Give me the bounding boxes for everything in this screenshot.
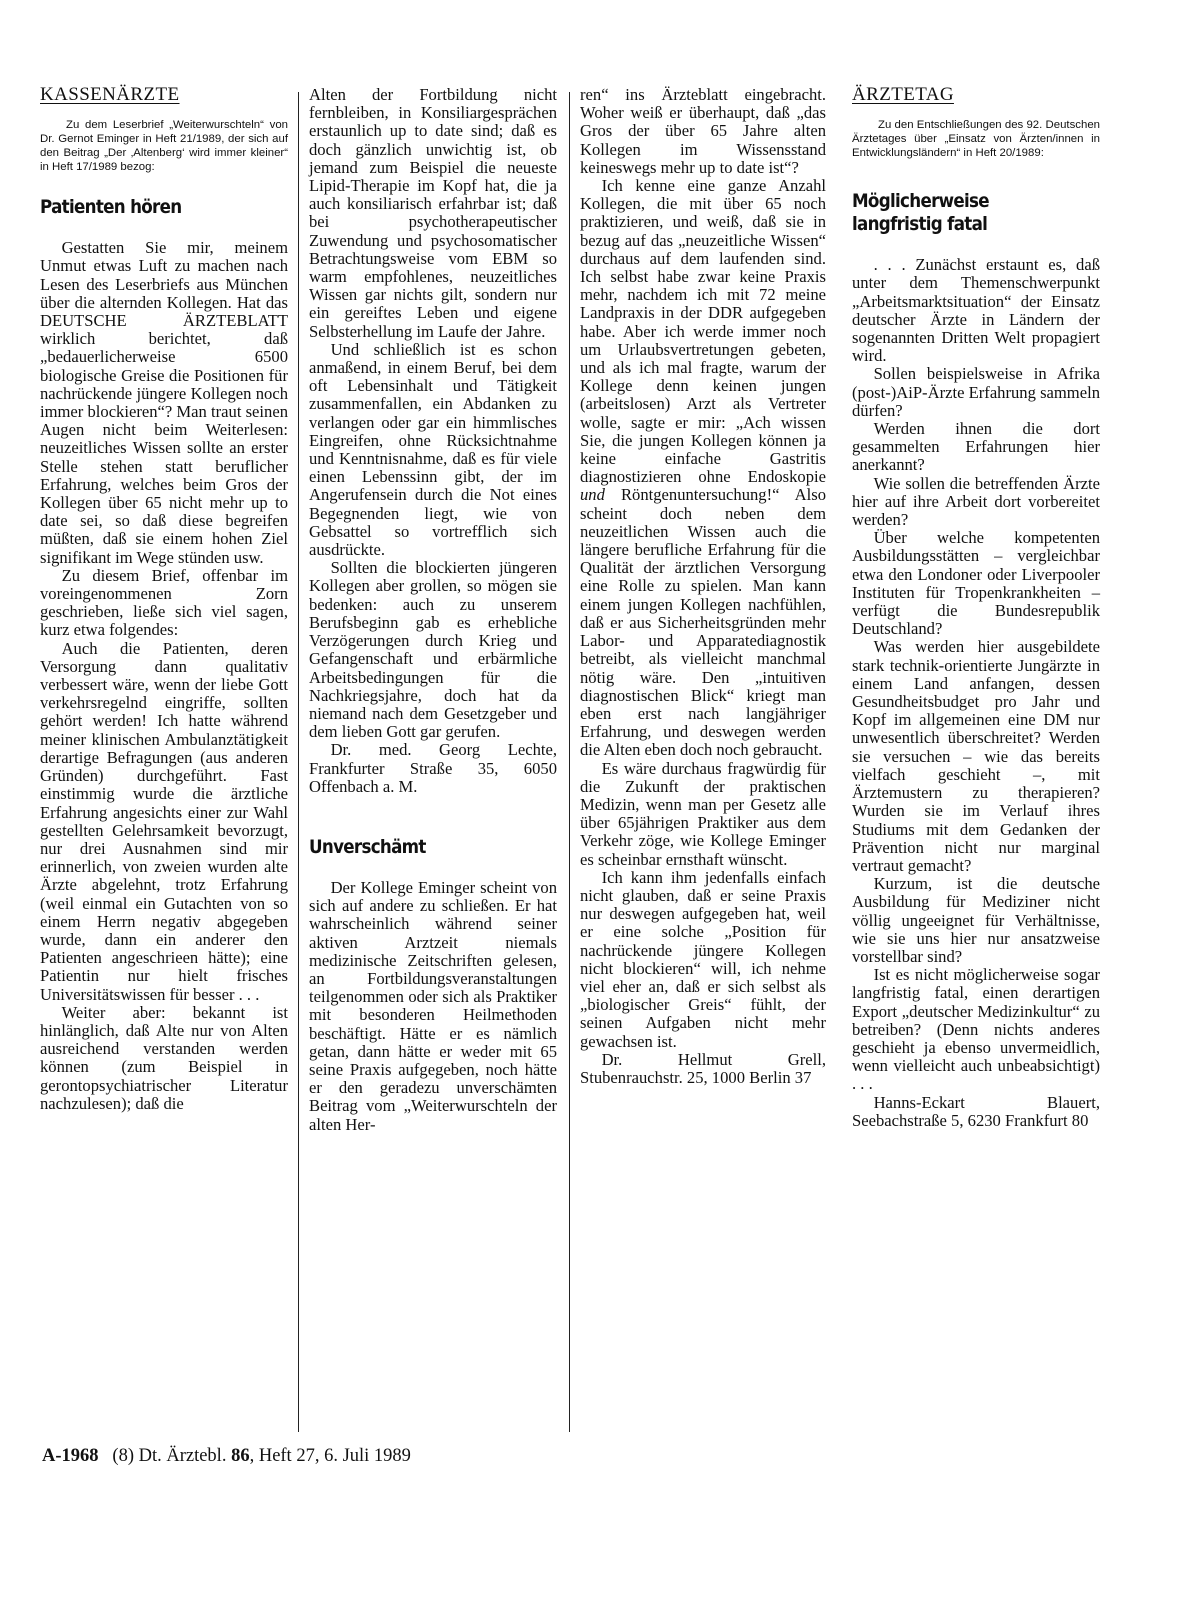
letter-headline: Möglicherweise langfristig fatal xyxy=(852,190,989,236)
letter-intro: Zu den Entschließungen des 92. Deutschen Ärztetages über „Einsatz von Ärzten/innen in Entwicklungsländern“ in Heft 20/1989: xyxy=(852,119,1100,160)
paragraph: Werden ihnen die dort gesammelten Erfahrungen hier anerkannt? xyxy=(852,419,1100,475)
paragraph: Ich kenne eine ganze Anzahl Kollegen, die mit über 65 noch praktizieren, und weiß, daß sie in bezug auf das „neuzeitliche Wissen“ durchaus auf dem laufenden sind. Ich selbst habe zwar keine Praxis mehr, nachdem ich mit 72 meine Landpraxis in der DDR aufgegeben habe. Aber ich werde immer noch um Urlaubsvertretungen gebeten, und als ich mal fragte, warum der Kollege denn keinen jungen (arbeitslosen) Arzt als Vertreter wolle, sagte er mir: „Ach wissen Sie, die jungen Kollegen können ja keine einfache Gastritis diagnostizieren ohne Endoskopie und Röntgenuntersuchung!“ Also scheint doch neben dem neuzeitlichen Wissen auch die längere berufliche Erfahrung für die Qualität der ärztlichen Versorgung eine Rolle zu spielen. Man kann einem jungen Kollegen nachfühlen, daß er aus Sicherheitsgründen mehr Labor- und Apparatediagnostik betreibt, als vielleicht manchmal nötig wäre. Den „intuitiven diagnostischen Blick“ kriegt man eben erst nach langjähriger Erfahrung, und deswegen werden die Alten eben doch noch gebraucht. xyxy=(580,176,826,760)
column-1 xyxy=(40,86,288,1113)
paragraph: Alten der Fortbildung nicht fernbleiben, in Konsiliargesprächen erstaunlich up to date sind; daß es doch gänzlich unwichtig ist, ob jemand zum Beispiel die neueste Lipid-Therapie im Kopf hat, die ja auch konsiliarisch erfahrbar ist; daß bei psychotherapeutischer Zuwendung und psychosomatischer Betrachtungsweise vom EBM so warm empfohlenes, neuzeitliches Wissen gar nichts gilt, sondern nur ein gereiftes Leben und eigene Selbsterhellung im Laufe der Jahre. xyxy=(309,85,557,341)
paragraph: Kurzum, ist die deutsche Ausbildung für Mediziner nicht völlig ungeeignet für Verhältnisse, wie sie uns hier nur ansatzweise vorstellbar sind? xyxy=(852,874,1100,966)
letter-intro: Zu dem Leserbrief „Weiterwurschteln“ von Dr. Gernot Eminger in Heft 21/1989, der sich auf den Beitrag „Der ‚Altenberg‘ wird immer kleiner“ in Heft 17/1989 bezog: xyxy=(40,119,288,174)
paragraph: Wie sollen die betreffenden Ärzte hier auf ihre Arbeit dort vorbereitet werden? xyxy=(852,473,1100,530)
column-2 xyxy=(309,86,557,1134)
column-divider xyxy=(569,92,570,1432)
paragraph: Ist es nicht möglicherweise sogar langfristig fatal, einen derartigen Export „deutscher Medizinkultur“ zu betreiben? (Denn nichts anderes geschieht ja ebenso unvermeidlich, wenn vielleicht auch unbeabsichtigt) . . . xyxy=(852,965,1100,1094)
paragraph: Sollen beispielsweise in Afrika (post-)AiP-Ärzte Erfahrung sammeln dürfen? xyxy=(852,364,1100,420)
page-number: A-1968 xyxy=(42,1446,99,1466)
letter-signature: Hanns-Eckart Blauert, Seebachstraße 5, 6230 Frankfurt 80 xyxy=(852,1092,1100,1130)
column-4 xyxy=(852,86,1100,1130)
paragraph: Was werden hier ausgebildete stark technik-orientierte Jungärzte in einem Land anfangen, dessen Gesundheitsbudget pro Jahr und Kopf im allgemeinen eine DM nur unwesentlich überschreitet? Werden sie versuchen – wie das bereits vielfach geschieht –, mit Ärztemustern zu therapieren? Wurden sie im Verlauf ihres Studiums mit dem Gedanken der Prävention nicht nur marginal vertraut gemacht? xyxy=(852,637,1100,875)
column-3 xyxy=(580,86,826,1087)
paragraph: Zu diesem Brief, offenbar im voreingenommenen Zorn geschrieben, ließe sich viel sagen, kurz etwa folgendes: xyxy=(40,565,288,640)
paragraph: Es wäre durchaus fragwürdig für die Zukunft der praktischen Medizin, wenn man per Gesetz alle über 65jährigen Praktiker aus dem Verkehr zöge, wie Kollege Eminger es scheinbar ernsthaft wünscht. xyxy=(580,758,826,869)
paragraph: Über welche kompetenten Ausbildungsstätten – vergleichbar etwa den Londoner oder Liverpooler Instituten für Tropenkrankheiten – verfügt die Bundesrepublik Deutschland? xyxy=(852,528,1100,639)
page-footer xyxy=(42,1446,411,1467)
paragraph: Sollten die blockierten jüngeren Kollegen aber grollen, so mögen sie bedenken: auch zu unserem Berufsbeginn gab es erhebliche Verzögerungen durch Krieg und Gefangenschaft und erbärmliche Arbeitsbedingungen für die Nachkriegsjahre, doch hat da niemand nach dem Gesetzgeber und dem lieben Gott gar gerufen. xyxy=(309,558,557,742)
paragraph: Und schließlich ist es schon anmaßend, in einem Beruf, bei dem oft Lebensinhalt und Tätigkeit zusammenfallen, ein Abdanken zu verlangen oder gar ein himmlisches Eingreifen, ohne Rücksichtnahme und Kenntnisnahme, daß es für viele einen Lebenssinn gibt, der im Angerufensein durch die Not eines Begegnenden liegt, wie von Gebsattel so vortrefflich sich ausdrückte. xyxy=(309,339,557,560)
rubric-aerztetag: ÄRZTETAG xyxy=(852,84,954,105)
letter-signature: Dr. med. Georg Lechte, Frankfurter Straße 35, 6050 Offenbach a. M. xyxy=(309,740,557,796)
emphasis-und: und xyxy=(580,485,605,505)
paragraph: Auch die Patienten, deren Versorgung dann qualitativ verbessert wäre, wenn der liebe Gott verkehrsregelnd eingriffe, sollten gehört werden! Ich hatte während meiner klinischen Ambulanztätigkeit derartige Befragungen (aus anderen Gründen) durchgeführt. Fast einstimmig wurde die ärztliche Erfahrung angesichts einer zur Wahl gestellten Gelehrsamkeit bevorzugt, nur drei Ausnahmen sind mir erinnerlich, von zweien wurden alte Ärzte abgelehnt, trotz Erfahrung (weil einmal ein Gutachten von so einem Herrn negativ abgegeben wurde, dann ein anderer den Patienten angeschrieen hätte); eine Patientin nur hielt frisches Universitätswissen für besser . . . xyxy=(40,638,288,1004)
paragraph: Ich kann ihm jedenfalls einfach nicht glauben, daß er seine Praxis nur deswegen aufgegeben hat, weil er eine solche „Position für nachrückende jüngere Kollegen nicht blockieren“ will, ich nehme viel eher an, daß er sich selbst als „biologischer Greis“ fühlt, der seinen Aufgaben nicht mehr gewachsen ist. xyxy=(580,867,826,1051)
paragraph: Gestatten Sie mir, meinem Unmut etwas Luft zu machen nach Lesen des Leserbriefs aus München über die alternden Kollegen. Hat das DEUTSCHE ÄRZTEBLATT wirklich berichtet, daß „bedauerlicherweise 6500 biologische Greise die Positionen für nachrückende jüngere Kollegen noch immer blockieren“? Man traut seinen Augen nicht beim Weiterlesen: neuzeitliches Wissen sollte an erster Stelle stehen statt beruflicher Erfahrung, welches beim Gros der Kollegen über 65 nicht mehr up to date sei, so daß diese begreifen müßten, daß sie einem hohen Ziel signifikant im Wege stünden usw. xyxy=(40,238,288,567)
paragraph: Der Kollege Eminger scheint von sich auf andere zu schließen. Er hat wahrscheinlich während seiner aktiven Arztzeit niemals medizinische Zeitschriften gelesen, an Fortbildungsveranstaltungen teilgenommen oder sich als Praktiker mit besonderen Heilmethoden beschäftigt. Hätte er es nämlich getan, dann hätte er weder mit 65 seine Praxis aufgegeben, noch hätte er den geradezu unverschämten Beitrag vom „Weiterwurschteln der alten Her- xyxy=(309,877,557,1134)
journal-reference: (8) Dt. Ärztebl. xyxy=(112,1446,227,1466)
paragraph: ren“ ins Ärzteblatt eingebracht. Woher weiß er überhaupt, daß „das Gros der über 65 Jahre alten Kollegen im Wissensstand keineswegs mehr up to date ist“? xyxy=(580,85,826,177)
letter-headline: Unverschämt xyxy=(309,835,426,858)
paragraph: Weiter aber: bekannt ist hinlänglich, daß Alte nur von Alten ausreichend verstanden werden können (zum Beispiel in gerontopsychiatrischer Literatur nachzulesen); daß die xyxy=(40,1002,288,1113)
rubric-kassenaerzte: KASSENÄRZTE xyxy=(40,84,180,105)
journal-issue-date: , Heft 27, 6. Juli 1989 xyxy=(249,1446,411,1466)
column-divider xyxy=(298,92,299,1432)
journal-volume: 86 xyxy=(231,1446,250,1466)
paragraph: . . . Zunächst erstaunt es, daß unter dem Themenschwerpunkt „Arbeitsmarktsituation“ der Einsatz deutscher Ärzte in Ländern der sogenannten Dritten Welt propagiert wird. xyxy=(852,255,1100,366)
letter-signature: Dr. Hellmut Grell, Stubenrauchstr. 25, 1000 Berlin 37 xyxy=(580,1049,826,1087)
letter-headline: Patienten hören xyxy=(40,196,182,219)
